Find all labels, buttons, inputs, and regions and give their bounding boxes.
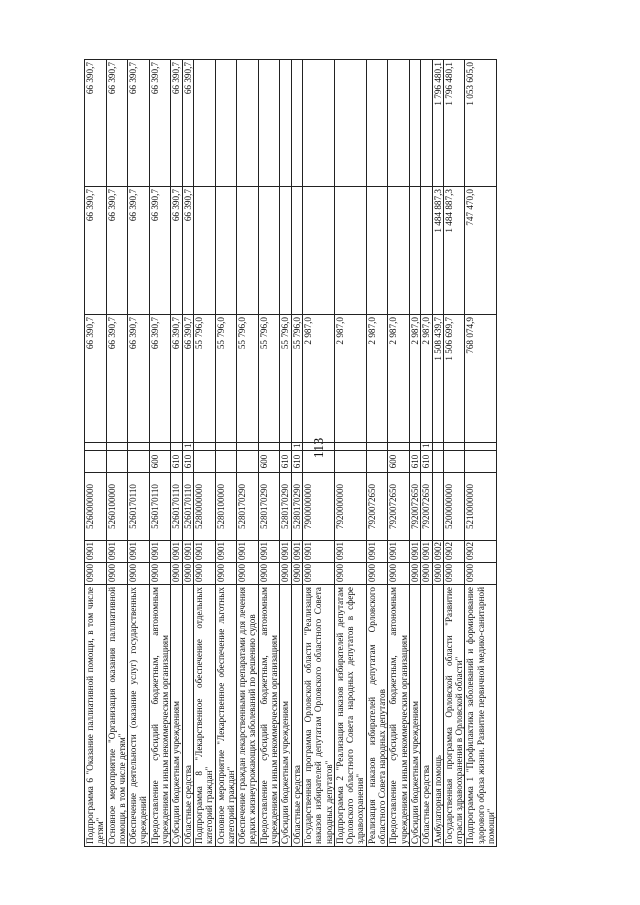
amount-year2-cell — [291, 187, 302, 315]
target-code-cell: 5260000000 — [85, 473, 107, 541]
amount-year2-cell: 66 390,7 — [171, 187, 182, 315]
amount-year1-cell: 66 390,7 — [128, 315, 150, 443]
name-cell: Подпрограмма 2 "Реализация наказов избирателей депутатам Орловского областного Совета народных депутатов в сфере здравоохранения" — [334, 585, 366, 847]
amount-year2-cell: 1 484 887,3 — [432, 187, 443, 315]
table-row — [443, 60, 465, 847]
section-code-cell: 0901 — [171, 541, 182, 563]
target-code-cell: 7900000000 — [302, 473, 334, 541]
section-code-cell: 0901 — [149, 541, 171, 563]
target-code-cell: 5260170110 — [171, 473, 182, 541]
table-row — [280, 60, 291, 847]
expense-type-cell — [366, 451, 388, 473]
source-code-cell: 1 — [182, 443, 193, 451]
amount-year1-cell: 2 987,0 — [409, 315, 420, 443]
ved-code-cell: 0900 — [182, 563, 193, 585]
section-code-cell: 0901 — [334, 541, 366, 563]
expense-type-cell — [193, 451, 215, 473]
amount-year1-cell: 66 390,7 — [149, 315, 171, 443]
section-code-cell: 0901 — [215, 541, 237, 563]
source-code-cell — [465, 443, 497, 451]
expense-type-cell — [432, 451, 443, 473]
ved-code-cell: 0900 — [193, 563, 215, 585]
amount-year1-cell: 55 796,0 — [215, 315, 237, 443]
amount-year1-cell: 768 074,9 — [465, 315, 497, 443]
target-code-cell: 5280170290 — [280, 473, 291, 541]
table-row — [171, 60, 182, 847]
source-code-cell — [171, 443, 182, 451]
source-code-cell — [106, 443, 128, 451]
amount-year3-cell — [237, 60, 259, 187]
name-cell: Подпрограмма 6 "Оказание паллиативной помощи, в том числе детям" — [85, 585, 107, 847]
table-row — [432, 60, 443, 847]
amount-year2-cell — [388, 187, 410, 315]
amount-year3-cell: 1 796 480,1 — [432, 60, 443, 187]
source-code-cell — [149, 443, 171, 451]
amount-year3-cell: 66 390,7 — [128, 60, 150, 187]
target-code-cell: 5200000000 — [443, 473, 465, 541]
target-code-cell: 7920072650 — [421, 473, 432, 541]
amount-year2-cell: 1 484 887,3 — [443, 187, 465, 315]
name-cell: Областные средства — [291, 585, 302, 847]
name-cell: Областные средства — [182, 585, 193, 847]
source-code-cell — [432, 443, 443, 451]
expense-type-cell — [128, 451, 150, 473]
section-code-cell: 0902 — [465, 541, 497, 563]
name-cell: Реализация наказов избирателей депутатам Орловского областного Совета народных депутатов — [366, 585, 388, 847]
ved-code-cell: 0900 — [421, 563, 432, 585]
ved-code-cell: 0900 — [258, 563, 280, 585]
table-row — [106, 60, 128, 847]
ved-code-cell: 0900 — [85, 563, 107, 585]
ved-code-cell: 0900 — [388, 563, 410, 585]
table-row — [258, 60, 280, 847]
target-code-cell: 5280100000 — [215, 473, 237, 541]
ved-code-cell: 0900 — [432, 563, 443, 585]
amount-year2-cell — [215, 187, 237, 315]
ved-code-cell: 0900 — [215, 563, 237, 585]
source-code-cell — [388, 443, 410, 451]
expense-type-cell: 600 — [258, 451, 280, 473]
section-code-cell: 0901 — [388, 541, 410, 563]
expense-type-cell: 610 — [409, 451, 420, 473]
amount-year2-cell — [421, 187, 432, 315]
name-cell: Предоставление субсидий бюджетным, автономным учреждениям и иным некоммерческим организациям — [388, 585, 410, 847]
expense-type-cell: 600 — [388, 451, 410, 473]
amount-year3-cell — [302, 60, 334, 187]
source-code-cell — [443, 443, 465, 451]
source-code-cell: 1 — [421, 443, 432, 451]
amount-year1-cell: 66 390,7 — [171, 315, 182, 443]
ved-code-cell: 0900 — [409, 563, 420, 585]
target-code-cell: 7920072650 — [388, 473, 410, 541]
table-row — [409, 60, 420, 847]
expense-type-cell — [334, 451, 366, 473]
amount-year3-cell — [421, 60, 432, 187]
name-cell: Основное мероприятие "Организация оказания паллиативной помощи, в том числе детям" — [106, 585, 128, 847]
name-cell: Субсидии бюджетным учреждениям — [409, 585, 420, 847]
amount-year1-cell: 2 987,0 — [388, 315, 410, 443]
amount-year3-cell: 1 053 605,0 — [465, 60, 497, 187]
source-code-cell — [128, 443, 150, 451]
target-code-cell: 5280170290 — [291, 473, 302, 541]
amount-year3-cell: 66 390,7 — [171, 60, 182, 187]
source-code-cell — [258, 443, 280, 451]
amount-year1-cell: 1 508 439,7 — [432, 315, 443, 443]
amount-year2-cell — [409, 187, 420, 315]
amount-year3-cell: 1 796 480,1 — [443, 60, 465, 187]
source-code-cell — [215, 443, 237, 451]
table-row — [334, 60, 366, 847]
section-code-cell: 0902 — [432, 541, 443, 563]
section-code-cell: 0901 — [409, 541, 420, 563]
table-row — [388, 60, 410, 847]
amount-year3-cell — [258, 60, 280, 187]
amount-year2-cell: 66 390,7 — [85, 187, 107, 315]
amount-year3-cell — [280, 60, 291, 187]
section-code-cell: 0901 — [421, 541, 432, 563]
amount-year2-cell — [366, 187, 388, 315]
ved-code-cell: 0900 — [465, 563, 497, 585]
amount-year1-cell: 55 796,0 — [237, 315, 259, 443]
target-code-cell: 7920000000 — [334, 473, 366, 541]
expense-type-cell — [215, 451, 237, 473]
section-code-cell: 0901 — [128, 541, 150, 563]
amount-year2-cell: 66 390,7 — [128, 187, 150, 315]
target-code-cell: 5260170110 — [128, 473, 150, 541]
table-row — [85, 60, 107, 847]
amount-year3-cell — [366, 60, 388, 187]
amount-year3-cell — [388, 60, 410, 187]
source-code-cell — [85, 443, 107, 451]
table-body — [85, 60, 497, 847]
source-code-cell — [409, 443, 420, 451]
amount-year1-cell: 1 506 699,7 — [443, 315, 465, 443]
expense-type-cell: 610 — [421, 451, 432, 473]
amount-year1-cell: 55 796,0 — [280, 315, 291, 443]
section-code-cell: 0902 — [443, 541, 465, 563]
target-code-cell: 5280000000 — [193, 473, 215, 541]
section-code-cell: 0901 — [237, 541, 259, 563]
table-row — [128, 60, 150, 847]
expense-type-cell — [465, 451, 497, 473]
amount-year1-cell: 2 987,0 — [421, 315, 432, 443]
section-code-cell: 0901 — [182, 541, 193, 563]
amount-year2-cell: 66 390,7 — [106, 187, 128, 315]
ved-code-cell: 0900 — [237, 563, 259, 585]
name-cell: Государственная программа Орловской области "Развитие отрасли здравоохранения в Орловской области" — [443, 585, 465, 847]
amount-year1-cell: 66 390,7 — [182, 315, 193, 443]
name-cell: Подпрограмма 8 "Лекарственное обеспечение отдельных категорий граждан" — [193, 585, 215, 847]
expense-type-cell — [302, 451, 334, 473]
expense-type-cell: 610 — [291, 451, 302, 473]
ved-code-cell: 0900 — [149, 563, 171, 585]
ved-code-cell: 0900 — [128, 563, 150, 585]
table-row — [366, 60, 388, 847]
name-cell: Областные средства — [421, 585, 432, 847]
amount-year3-cell — [193, 60, 215, 187]
amount-year2-cell: 66 390,7 — [182, 187, 193, 315]
table-row — [182, 60, 193, 847]
table-row — [421, 60, 432, 847]
section-code-cell: 0901 — [258, 541, 280, 563]
amount-year2-cell — [258, 187, 280, 315]
ved-code-cell: 0900 — [291, 563, 302, 585]
amount-year3-cell: 66 390,7 — [106, 60, 128, 187]
name-cell: Предоставление субсидий бюджетным, автономным учреждениям и иным некоммерческим организациям — [258, 585, 280, 847]
name-cell: Подпрограмма 1 "Профилактика заболеваний и формирование здорового образа жизни. Развитие первичной медико-санитарной помощи" — [465, 585, 497, 847]
section-code-cell: 0901 — [366, 541, 388, 563]
expense-type-cell: 600 — [149, 451, 171, 473]
amount-year3-cell — [215, 60, 237, 187]
section-code-cell: 0901 — [106, 541, 128, 563]
source-code-cell — [280, 443, 291, 451]
section-code-cell: 0901 — [302, 541, 334, 563]
amount-year1-cell: 55 796,0 — [291, 315, 302, 443]
budget-table — [84, 59, 497, 847]
ved-code-cell: 0900 — [171, 563, 182, 585]
ved-code-cell: 0900 — [280, 563, 291, 585]
amount-year1-cell: 2 987,0 — [334, 315, 366, 443]
expense-type-cell: 610 — [171, 451, 182, 473]
target-code-cell: 5260100000 — [106, 473, 128, 541]
table-row — [302, 60, 334, 847]
expense-type-cell — [106, 451, 128, 473]
amount-year3-cell: 66 390,7 — [149, 60, 171, 187]
amount-year2-cell — [237, 187, 259, 315]
amount-year3-cell — [334, 60, 366, 187]
amount-year2-cell: 747 470,0 — [465, 187, 497, 315]
expense-type-cell — [443, 451, 465, 473]
source-code-cell — [334, 443, 366, 451]
expense-type-cell: 610 — [280, 451, 291, 473]
table-row — [291, 60, 302, 847]
section-code-cell: 0901 — [280, 541, 291, 563]
source-code-cell — [193, 443, 215, 451]
amount-year3-cell: 66 390,7 — [182, 60, 193, 187]
section-code-cell: 0901 — [291, 541, 302, 563]
target-code-cell — [432, 473, 443, 541]
ved-code-cell: 0900 — [106, 563, 128, 585]
amount-year1-cell: 55 796,0 — [258, 315, 280, 443]
name-cell: Обеспечение деятельности (оказание услуг) государственных учреждений — [128, 585, 150, 847]
name-cell: Обеспечение граждан лекарственными препаратами для лечения редких жизнеугрожающих заболеваний по решению судов — [237, 585, 259, 847]
name-cell: Субсидии бюджетным учреждениям — [171, 585, 182, 847]
page-number: 113 — [312, 437, 327, 459]
expense-type-cell — [237, 451, 259, 473]
table-row — [215, 60, 237, 847]
name-cell: Предоставление субсидий бюджетным, автономным учреждениям и иным некоммерческим организациям — [149, 585, 171, 847]
amount-year1-cell: 55 796,0 — [193, 315, 215, 443]
table-row — [149, 60, 171, 847]
amount-year3-cell — [291, 60, 302, 187]
rotated-table-frame — [84, 60, 496, 847]
ved-code-cell: 0900 — [443, 563, 465, 585]
name-cell: Субсидии бюджетным учреждениям — [280, 585, 291, 847]
amount-year2-cell — [334, 187, 366, 315]
name-cell: Амбулаторная помощь — [432, 585, 443, 847]
ved-code-cell: 0900 — [366, 563, 388, 585]
table-row — [193, 60, 215, 847]
name-cell: Основное мероприятие "Лекарственное обеспечение льготных категорий граждан" — [215, 585, 237, 847]
amount-year1-cell: 2 987,0 — [302, 315, 334, 443]
ved-code-cell: 0900 — [334, 563, 366, 585]
section-code-cell: 0901 — [85, 541, 107, 563]
target-code-cell: 5280170290 — [237, 473, 259, 541]
amount-year3-cell — [409, 60, 420, 187]
target-code-cell: 5210000000 — [465, 473, 497, 541]
amount-year2-cell — [280, 187, 291, 315]
expense-type-cell: 610 — [182, 451, 193, 473]
expense-type-cell — [85, 451, 107, 473]
table-row — [237, 60, 259, 847]
amount-year1-cell: 66 390,7 — [85, 315, 107, 443]
target-code-cell: 5280170290 — [258, 473, 280, 541]
amount-year2-cell — [193, 187, 215, 315]
name-cell: Государственная программа Орловской области "Реализация наказов избирателей депутатам Орловского областного Совета народных депутатов" — [302, 585, 334, 847]
amount-year3-cell: 66 390,7 — [85, 60, 107, 187]
table-row — [465, 60, 497, 847]
amount-year2-cell: 66 390,7 — [149, 187, 171, 315]
target-code-cell: 7920072650 — [409, 473, 420, 541]
source-code-cell — [302, 443, 334, 451]
target-code-cell: 7920072650 — [366, 473, 388, 541]
amount-year1-cell: 66 390,7 — [106, 315, 128, 443]
amount-year2-cell — [302, 187, 334, 315]
ved-code-cell: 0900 — [302, 563, 334, 585]
source-code-cell — [366, 443, 388, 451]
target-code-cell: 5260170110 — [149, 473, 171, 541]
section-code-cell: 0901 — [193, 541, 215, 563]
source-code-cell: 1 — [291, 443, 302, 451]
amount-year1-cell: 2 987,0 — [366, 315, 388, 443]
target-code-cell: 5260170110 — [182, 473, 193, 541]
source-code-cell — [237, 443, 259, 451]
